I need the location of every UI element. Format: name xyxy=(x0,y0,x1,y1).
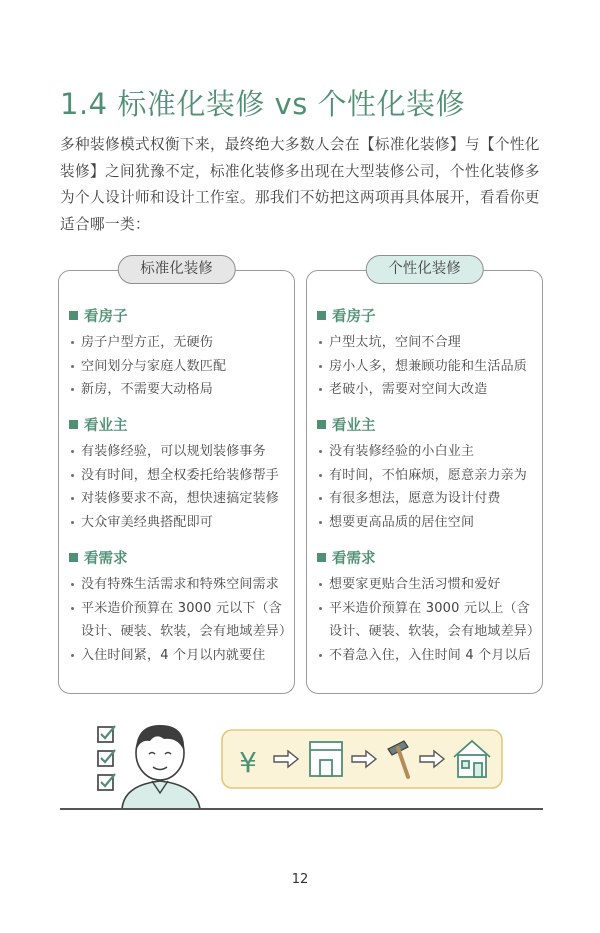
checkbox-icon xyxy=(98,726,115,742)
section-owner xyxy=(317,414,536,534)
square-bullet-icon xyxy=(317,420,326,429)
section-heading: 看需求 xyxy=(317,547,536,571)
building-icon xyxy=(310,742,342,776)
section-heading: 看业主 xyxy=(317,414,536,438)
section-heading: 看业主 xyxy=(69,414,288,438)
card-label: 个性化装修 xyxy=(365,255,484,284)
list-item: 想要更高品质的居住空间 xyxy=(317,511,536,535)
list-item: 有装修经验，可以规划装修事务 xyxy=(69,440,288,464)
list-item: 有时间，不怕麻烦，愿意亲力亲为 xyxy=(317,464,536,488)
card-label: 标准化装修 xyxy=(117,255,236,284)
svg-text:¥: ¥ xyxy=(239,746,257,779)
section-house xyxy=(317,305,536,402)
list-item: 房子户型方正，无硬伤 xyxy=(69,331,288,355)
square-bullet-icon xyxy=(69,311,78,320)
square-bullet-icon xyxy=(317,311,326,320)
section-needs xyxy=(69,547,293,667)
yen-icon xyxy=(239,746,257,779)
list-item: 新房，不需要大动格局 xyxy=(69,378,288,402)
checkbox-icon xyxy=(98,774,115,790)
list-item: 平米造价预算在 3000 元以下（含设计、硬装、软装，会有地域差异） xyxy=(69,597,288,644)
intro-paragraph: 多种装修模式权衡下来，最终绝大多数人会在【标准化装修】与【个性化装修】之间犹豫不定，标准化装修多出现在大型装修公司，个性化装修多为个人设计师和设计工作室。那我们不妨把这两项再具体展开，看看你更适合哪一类： xyxy=(60,136,540,233)
list-item: 入住时间紧，4 个月以内就要住 xyxy=(69,644,288,668)
list-item: 老破小，需要对空间大改造 xyxy=(317,378,536,402)
list-item: 空间划分与家庭人数匹配 xyxy=(69,355,288,379)
list-item: 有很多想法，愿意为设计付费 xyxy=(317,487,536,511)
section-heading: 看房子 xyxy=(317,305,536,329)
section-heading: 看房子 xyxy=(69,305,288,329)
list-item: 户型太坑，空间不合理 xyxy=(317,331,536,355)
page-number: 12 xyxy=(291,872,309,887)
personalized-renovation-card xyxy=(306,261,543,694)
section-owner xyxy=(69,414,288,534)
list-item: 想要家更贴合生活习惯和爱好 xyxy=(317,573,536,597)
list-item: 没有时间，想全权委托给装修帮手 xyxy=(69,464,288,488)
standard-renovation-card xyxy=(58,261,295,694)
list-item: 平米造价预算在 3000 元以上（含设计、硬装、软装，会有地域差异） xyxy=(317,597,536,644)
section-heading: 看需求 xyxy=(69,547,288,571)
square-bullet-icon xyxy=(69,420,78,429)
list-item: 大众审美经典搭配即可 xyxy=(69,511,288,535)
list-item: 对装修要求不高，想快速搞定装修 xyxy=(69,487,288,511)
checkbox-icon xyxy=(98,750,115,766)
list-item: 不着急入住，入住时间 4 个月以后 xyxy=(317,644,536,668)
page-title: 1.4 标准化装修 vs 个性化装修 xyxy=(60,87,466,121)
list-item: 没有特殊生活需求和特殊空间需求 xyxy=(69,573,288,597)
renovation-illustration xyxy=(60,715,550,815)
section-house xyxy=(69,305,288,402)
list-item: 没有装修经验的小白业主 xyxy=(317,440,536,464)
square-bullet-icon xyxy=(317,553,326,562)
list-item: 房小人多，想兼顾功能和生活品质 xyxy=(317,355,536,379)
section-needs xyxy=(317,547,541,667)
square-bullet-icon xyxy=(69,553,78,562)
person-icon xyxy=(122,725,200,809)
divider-line xyxy=(60,808,543,810)
